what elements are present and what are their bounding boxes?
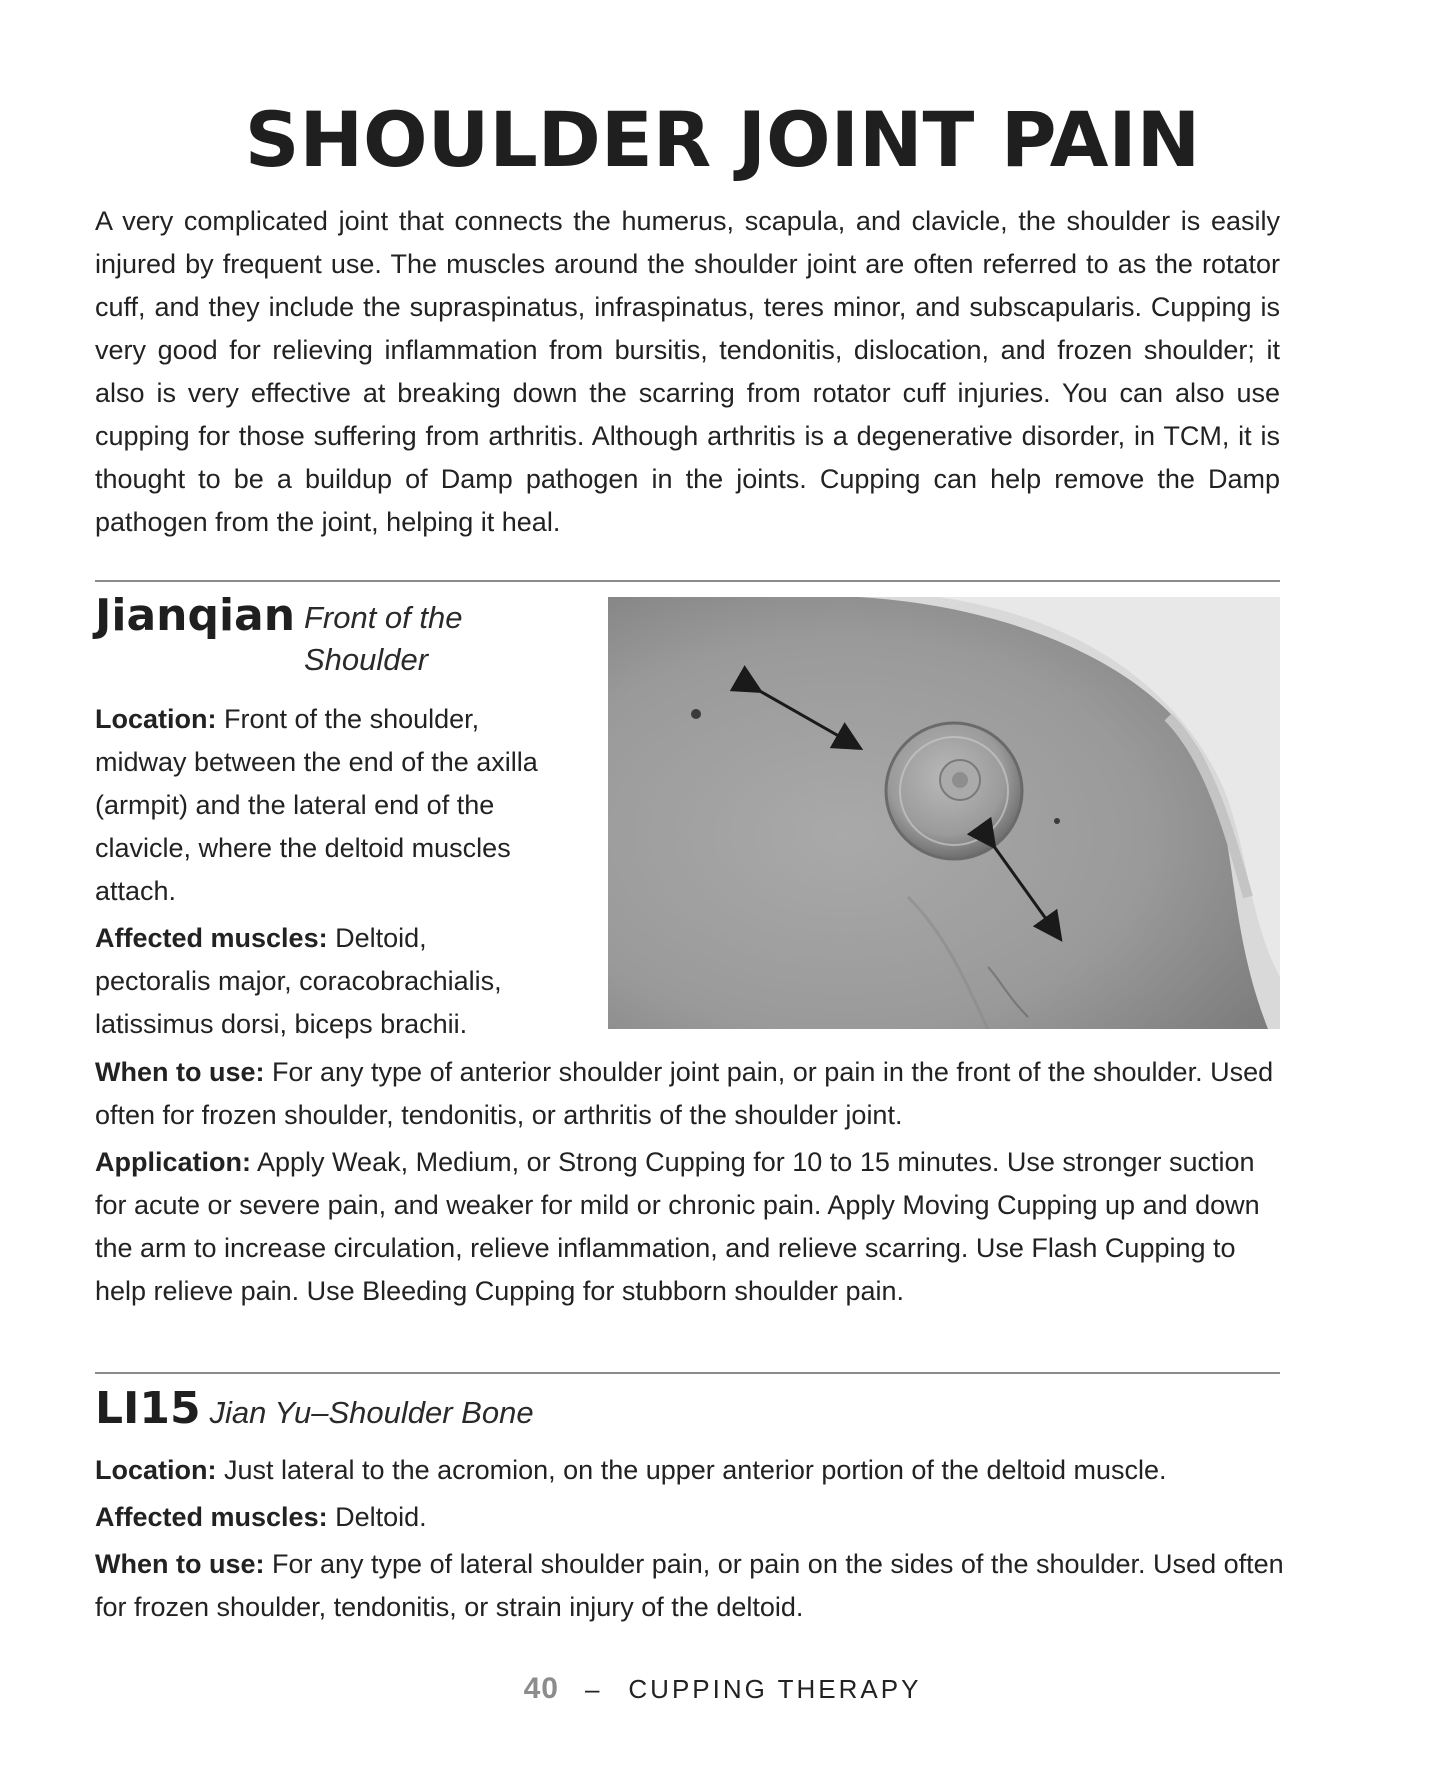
muscles-text	[95, 917, 545, 1046]
section-heading-li15	[95, 1380, 534, 1437]
when-label: When to use:	[95, 1549, 265, 1579]
point-name: Jianqian	[95, 590, 296, 641]
muscles-label: Affected muscles:	[95, 923, 328, 953]
section-heading-jianqian	[95, 587, 504, 681]
location-text	[95, 698, 545, 913]
section1-usage	[95, 1051, 1285, 1317]
application-text	[95, 1141, 1285, 1313]
muscles-text	[95, 1496, 1285, 1539]
section-divider	[95, 1372, 1280, 1374]
page-title: SHOULDER JOINT PAIN	[244, 95, 1201, 184]
location-label: Location:	[95, 704, 217, 734]
book-title: CUPPING THERAPY	[628, 1674, 922, 1704]
muscles-label: Affected muscles:	[95, 1502, 328, 1532]
point-subtitle: Front of the Shoulder	[303, 600, 463, 677]
application-label: Application:	[95, 1147, 251, 1177]
when-to-use-text	[95, 1051, 1285, 1137]
shoulder-cupping-photo	[608, 597, 1280, 1029]
location-value: Front of the shoulder, midway between the end of the axilla (armpit) and the lateral end of the clavicle, where the deltoid muscles attach.	[95, 704, 538, 906]
application-value: Apply Weak, Medium, or Strong Cupping for 10 to 15 minutes. Use stronger suction for acute or severe pain, and weaker for mild or chronic pain. Apply Moving Cupping up and down the arm to increase circulation, relieve inflammation, and relieve scarring. Use Flash Cupping to help relieve pain. Use Bleeding Cupping for stubborn shoulder pain.	[95, 1147, 1260, 1306]
when-label: When to use:	[95, 1057, 265, 1087]
section2-details	[95, 1449, 1285, 1633]
section-divider	[95, 580, 1280, 582]
point-name: LI15	[95, 1383, 201, 1434]
page-number: 40	[523, 1672, 559, 1705]
point-subtitle: Jian Yu–Shoulder Bone	[209, 1395, 534, 1430]
location-label: Location:	[95, 1455, 217, 1485]
intro-paragraph: A very complicated joint that connects the humerus, scapula, and clavicle, the shoulder is easily injured by frequent use. The muscles around the shoulder joint are often referred to as the rotator cuff, and they include the supraspinatus, infraspinatus, teres minor, and subscapularis. Cupping is very good for relieving inflammation from bursitis, tendonitis, dislocation, and frozen shoulder; it also is very effective at breaking down the scarring from rotator cuff injuries. You can also use cupping for those suffering from arthritis. Although arthritis is a degenerative disorder, in TCM, it is thought to be a buildup of Damp pathogen in the joints. Cupping can help remove the Damp pathogen from the joint, helping it heal.	[95, 206, 1280, 537]
when-value: For any type of lateral shoulder pain, or pain on the sides of the shoulder. Used often for frozen shoulder, tendonitis, or strain injury of the deltoid.	[95, 1549, 1284, 1622]
when-value: For any type of anterior shoulder joint pain, or pain in the front of the shoulder. Used often for frozen shoulder, tendonitis, or arthritis of the shoulder joint.	[95, 1057, 1274, 1130]
page-footer	[0, 1672, 1445, 1706]
muscles-value: Deltoid.	[327, 1502, 427, 1532]
footer-separator: –	[584, 1674, 603, 1704]
section1-details	[95, 698, 545, 1050]
location-text	[95, 1449, 1285, 1492]
location-value: Just lateral to the acromion, on the upper anterior portion of the deltoid muscle.	[216, 1455, 1167, 1485]
muscles-value: Deltoid, pectoralis major, coracobrachialis, latissimus dorsi, biceps brachii.	[95, 923, 502, 1039]
when-to-use-text	[95, 1543, 1285, 1629]
